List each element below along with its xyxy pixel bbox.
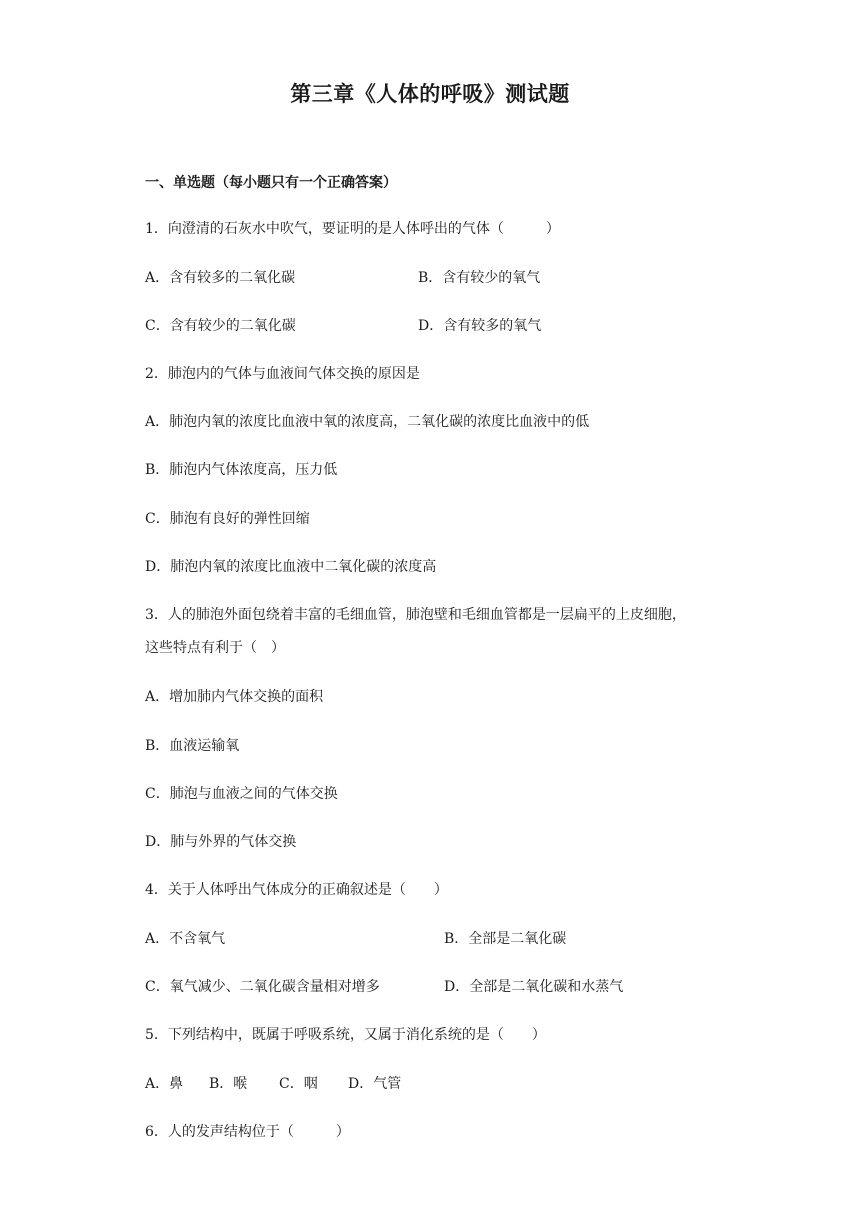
- question-2-option-b: B．肺泡内气体浓度高，压力低: [145, 462, 338, 478]
- question-5-option-b: B．喉: [209, 1076, 248, 1092]
- question-3-option-d: D．肺与外界的气体交换: [145, 834, 297, 850]
- page-title: 第三章《人体的呼吸》测试题: [290, 82, 570, 106]
- question-1-option-c: C．含有较少的二氧化碳: [145, 318, 296, 334]
- question-1-option-a: A．含有较多的二氧化碳: [145, 270, 296, 286]
- question-3-option-b: B．血液运输氧: [145, 738, 240, 754]
- question-5-option-a: A．鼻: [145, 1076, 184, 1092]
- question-4-option-b: B．全部是二氧化碳: [444, 931, 567, 947]
- question-1-option-b: B．含有较少的氧气: [418, 270, 541, 286]
- question-1-stem: 1．向澄清的石灰水中吹气，要证明的是人体呼出的气体（ ）: [145, 221, 560, 237]
- question-3-option-a: A．增加肺内气体交换的面积: [145, 689, 324, 705]
- question-6-stem: 6．人的发声结构位于（ ）: [145, 1124, 350, 1140]
- question-4-option-a: A．不含氧气: [145, 931, 226, 947]
- question-3-option-c: C．肺泡与血液之间的气体交换: [145, 786, 338, 802]
- section-heading: 一、单选题（每小题只有一个正确答案）: [145, 175, 397, 191]
- question-2-option-a: A．肺泡内氧的浓度比血液中氧的浓度高，二氧化碳的浓度比血液中的低: [145, 414, 590, 430]
- question-2-stem: 2．肺泡内的气体与血液间气体交换的原因是: [145, 366, 420, 382]
- question-2-option-d: D．肺泡内氧的浓度比血液中二氧化碳的浓度高: [145, 559, 437, 575]
- question-3-stem-line-1: 3．人的肺泡外面包绕着丰富的毛细血管，肺泡壁和毛细血管都是一层扁平的上皮细胞，: [145, 607, 686, 623]
- question-5-option-c: C．咽: [279, 1076, 318, 1092]
- question-1-option-d: D．含有较多的氧气: [418, 318, 542, 334]
- question-4-stem: 4．关于人体呼出气体成分的正确叙述是（ ）: [145, 882, 448, 898]
- question-2-option-c: C．肺泡有良好的弹性回缩: [145, 511, 310, 527]
- question-5-option-d: D．气管: [348, 1076, 402, 1092]
- question-5-options: [145, 1073, 401, 1093]
- question-4-option-c: C．氧气减少、二氧化碳含量相对增多: [145, 979, 380, 995]
- question-5-stem: 5．下列结构中，既属于呼吸系统，又属于消化系统的是（ ）: [145, 1027, 546, 1043]
- question-3-stem-line-2: 这些特点有利于（ ）: [145, 640, 285, 656]
- question-4-option-d: D．全部是二氧化碳和水蒸气: [444, 979, 624, 995]
